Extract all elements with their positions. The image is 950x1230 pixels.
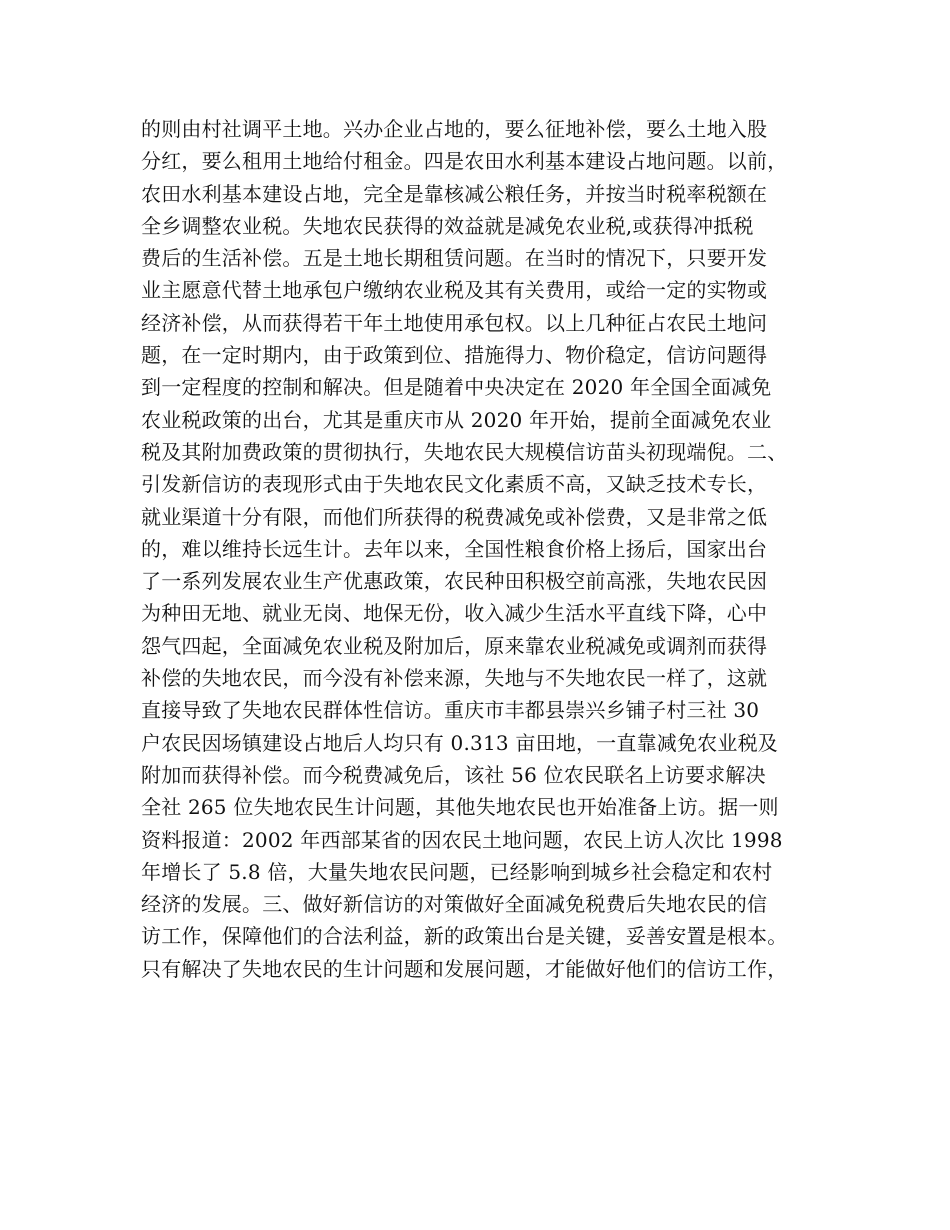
text-line: 就业渠道十分有限，而他们所获得的税费减免或补偿费，又是非常之低 — [141, 504, 768, 529]
text-line: 年增长了 5.8 倍，大量失地农民问题，已经影响到城乡社会稳定和农村 — [141, 859, 773, 884]
text-line: 经济补偿，从而获得若干年土地使用承包权。以上几种征占农民土地问 — [141, 310, 768, 335]
text-line: 户农民因场镇建设占地后人均只有 0.313 亩田地，一直靠减免农业税及 — [141, 730, 778, 755]
text-line: 农田水利基本建设占地，完全是靠核减公粮任务，并按当时税率税额在 — [141, 181, 768, 206]
text-line: 全乡调整农业税。失地农民获得的效益就是减免农业税,或获得冲抵税 — [141, 213, 754, 238]
text-line: 费后的生活补偿。五是土地长期租赁问题。在当时的情况下，只要开发 — [141, 246, 768, 271]
text-line: 怨气四起，全面减免农业税及附加后，原来靠农业税减免或调剂而获得 — [141, 633, 768, 658]
text-line: 的，难以维持长远生计。去年以来，全国性粮食价格上扬后，国家出台 — [141, 536, 768, 561]
text-line: 的则由村社调平土地。兴办企业占地的，要么征地补偿，要么土地入股 — [141, 117, 768, 141]
text-line: 引发新信访的表现形式由于失地农民文化素质不高，又缺乏技术专长， — [141, 472, 768, 497]
text-line: 业主愿意代替土地承包户缴纳农业税及其有关费用，或给一定的实物或 — [141, 278, 768, 303]
text-line: 访工作，保障他们的合法利益，新的政策出台是关键，妥善安置是根本。 — [141, 924, 788, 949]
text-line: 经济的发展。三、做好新信访的对策做好全面减免税费后失地农民的信 — [141, 892, 768, 917]
text-line: 直接导致了失地农民群体性信访。重庆市丰都县崇兴乡铺子村三社 30 — [141, 698, 760, 723]
body-text — [141, 113, 831, 985]
text-line: 只有解决了失地农民的生计问题和发展问题，才能做好他们的信访工作， — [141, 956, 788, 981]
text-line: 资料报道：2002 年西部某省的因农民土地问题，农民上访人次比 1998 — [141, 827, 783, 852]
text-line: 补偿的失地农民，而今没有补偿来源，失地与不失地农民一样了，这就 — [141, 666, 768, 691]
text-line: 附加而获得补偿。而今税费减免后，该社 56 位农民联名上访要求解决 — [141, 762, 766, 787]
text-line: 农业税政策的出台，尤其是重庆市从 2020 年开始，提前全面减免农业 — [141, 407, 772, 432]
text-line: 全社 265 位失地农民生计问题，其他失地农民也开始准备上访。据一则 — [141, 795, 779, 820]
text-line: 到一定程度的控制和解决。但是随着中央决定在 2020 年全国全面减免 — [141, 375, 772, 400]
text-line: 为种田无地、就业无岗、地保无份，收入减少生活水平直线下降，心中 — [141, 601, 768, 626]
text-line: 了一系列发展农业生产优惠政策，农民种田积极空前高涨，失地农民因 — [141, 569, 768, 594]
text-line: 题，在一定时期内，由于政策到位、措施得力、物价稳定，信访问题得 — [141, 343, 768, 368]
text-line: 税及其附加费政策的贯彻执行，失地农民大规模信访苗头初现端倪。二、 — [141, 439, 788, 464]
text-line: 分红，要么租用土地给付租金。四是农田水利基本建设占地问题。以前， — [141, 149, 788, 174]
